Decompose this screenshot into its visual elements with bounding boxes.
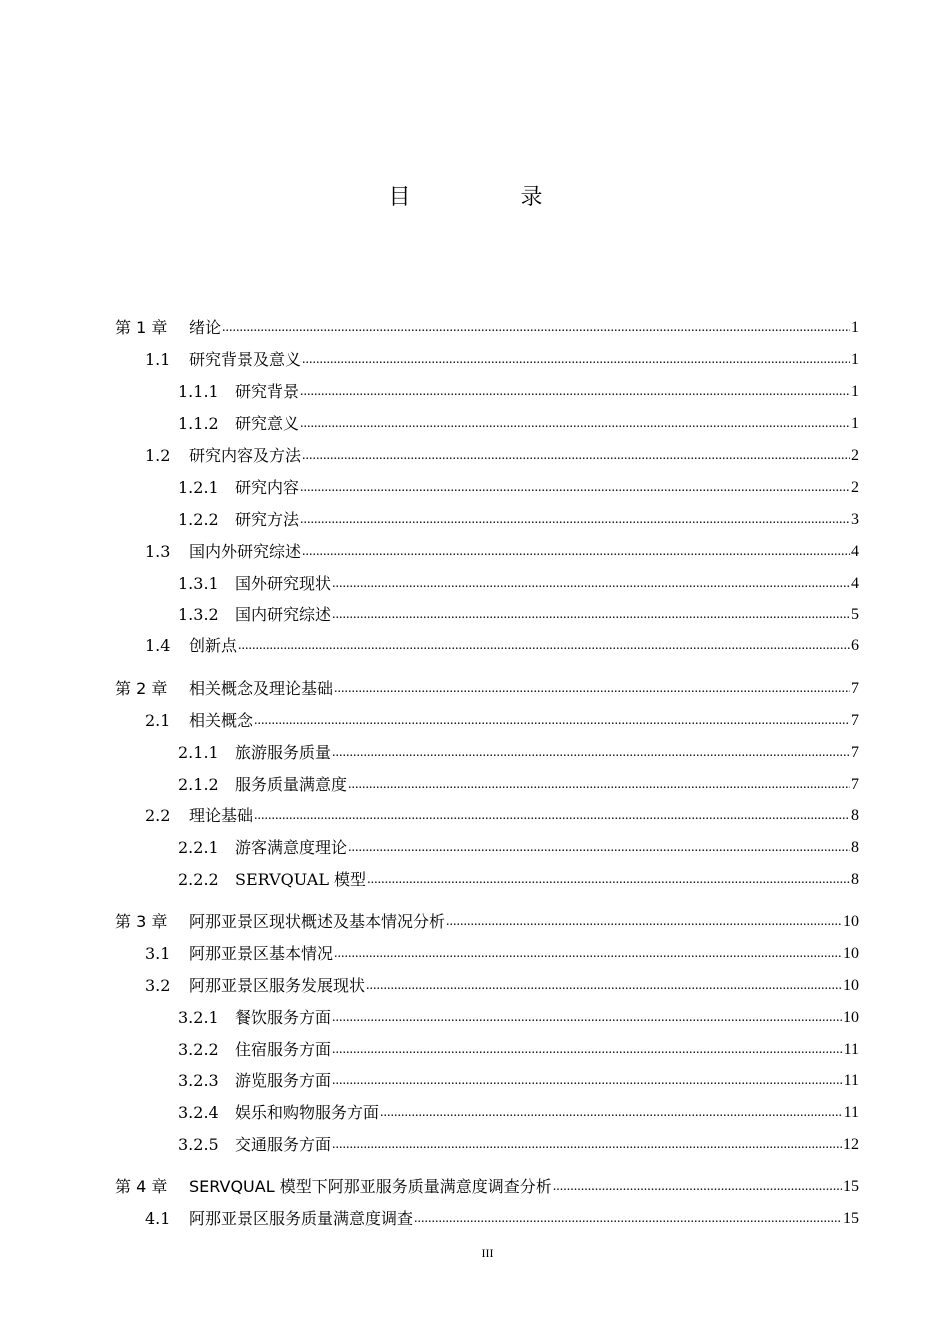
toc-entry-3-2-4[interactable] xyxy=(178,1099,859,1123)
toc-label: 娱乐和购物服务方面 xyxy=(235,1103,380,1122)
toc-label: 交通服务方面 xyxy=(235,1135,332,1154)
toc-entry-2-1[interactable] xyxy=(145,707,859,731)
toc-page: 10 xyxy=(843,977,859,994)
toc-leader xyxy=(332,1071,843,1091)
toc-number: 2.1 xyxy=(145,711,171,730)
toc-entry-3-2-2[interactable] xyxy=(178,1036,859,1060)
toc-leader xyxy=(254,711,850,731)
toc-page: 8 xyxy=(851,871,859,888)
toc-leader xyxy=(300,478,850,498)
toc-entry-ch2[interactable] xyxy=(115,675,859,699)
toc-label: 研究背景 xyxy=(235,382,300,401)
toc-label: 阿那亚景区服务发展现状 xyxy=(189,976,366,995)
toc-entry-1-1[interactable] xyxy=(145,346,859,370)
toc-entry-ch1[interactable] xyxy=(115,314,859,338)
toc-leader xyxy=(367,870,850,890)
toc-entry-ch3[interactable] xyxy=(115,908,859,932)
toc-label: 研究背景及意义 xyxy=(189,350,302,369)
toc-page: 4 xyxy=(851,575,859,592)
toc-entry-1-2-1[interactable] xyxy=(178,474,859,498)
toc-entry-1-3-2[interactable] xyxy=(178,601,859,625)
toc-number: 1.3.1 xyxy=(178,574,219,593)
toc-label: 研究方法 xyxy=(235,510,300,529)
toc-page: 1 xyxy=(851,383,859,400)
toc-number: 1.4 xyxy=(145,636,171,655)
toc-label: 国内研究综述 xyxy=(235,605,332,624)
toc-number: 1.1.1 xyxy=(178,382,219,401)
toc-number: 3.2.5 xyxy=(178,1135,219,1154)
toc-page: 1 xyxy=(851,351,859,368)
toc-label: 住宿服务方面 xyxy=(235,1040,332,1059)
toc-number: 第 1 章 xyxy=(115,318,168,337)
toc-leader xyxy=(238,636,850,656)
toc-entry-1-1-2[interactable] xyxy=(178,410,859,434)
toc-label: 研究内容 xyxy=(235,478,300,497)
toc-label: 理论基础 xyxy=(189,806,254,825)
toc-entry-2-1-2[interactable] xyxy=(178,771,859,795)
toc-number: 第 2 章 xyxy=(115,679,168,698)
toc-label: 国内外研究综述 xyxy=(189,542,302,561)
toc-number: 1.3.2 xyxy=(178,605,219,624)
toc-leader xyxy=(302,350,850,370)
toc-leader xyxy=(300,510,850,530)
toc-entry-1-4[interactable] xyxy=(145,632,859,656)
toc-label: 旅游服务质量 xyxy=(235,743,332,762)
toc-page: 7 xyxy=(851,744,859,761)
toc-leader xyxy=(553,1177,842,1197)
toc-leader xyxy=(334,679,850,699)
toc-number: 3.2.2 xyxy=(178,1040,219,1059)
toc-label: 阿那亚景区现状概述及基本情况分析 xyxy=(189,912,446,931)
toc-number: 3.1 xyxy=(145,944,171,963)
toc-entry-3-1[interactable] xyxy=(145,940,859,964)
toc-number: 3.2.3 xyxy=(178,1071,219,1090)
toc-page: 10 xyxy=(843,945,859,962)
toc-number: 3.2 xyxy=(145,976,171,995)
toc-number: 2.1.1 xyxy=(178,743,219,762)
toc-page: 15 xyxy=(843,1210,859,1227)
toc-number: 1.1 xyxy=(145,350,171,369)
toc-entry-2-1-1[interactable] xyxy=(178,739,859,763)
toc-leader xyxy=(414,1209,842,1229)
toc-leader xyxy=(332,1008,842,1028)
toc-leader xyxy=(332,574,850,594)
toc-leader xyxy=(366,976,842,996)
toc-entry-3-2-5[interactable] xyxy=(178,1131,859,1155)
toc-page: 8 xyxy=(851,807,859,824)
toc-number: 4.1 xyxy=(145,1209,171,1228)
toc-leader xyxy=(332,1040,843,1060)
toc-entry-2-2-2[interactable] xyxy=(178,866,859,890)
toc-page: 10 xyxy=(843,1009,859,1026)
toc-leader xyxy=(254,806,850,826)
toc-entry-3-2[interactable] xyxy=(145,972,859,996)
toc-page: 11 xyxy=(843,1072,859,1089)
toc-page: 2 xyxy=(851,479,859,496)
toc-number: 2.2.1 xyxy=(178,838,219,857)
toc-entry-4-1[interactable] xyxy=(145,1205,859,1229)
toc-leader xyxy=(332,605,850,625)
toc-page: 7 xyxy=(851,776,859,793)
toc-page: 15 xyxy=(843,1178,859,1195)
toc-label: SERVQUAL 模型 xyxy=(235,870,367,889)
toc-number: 2.2.2 xyxy=(178,870,219,889)
toc-entry-3-2-3[interactable] xyxy=(178,1067,859,1091)
toc-entry-1-1-1[interactable] xyxy=(178,378,859,402)
toc-number: 3.2.1 xyxy=(178,1008,219,1027)
page-number-footer: III xyxy=(481,1246,494,1260)
toc-number: 1.2.2 xyxy=(178,510,219,529)
toc-leader xyxy=(222,318,850,338)
toc-label: 绪论 xyxy=(189,318,222,337)
toc-page: 2 xyxy=(851,447,859,464)
toc-entry-1-3-1[interactable] xyxy=(178,570,859,594)
toc-label: 阿那亚景区服务质量满意度调查 xyxy=(189,1209,414,1228)
toc-page: 5 xyxy=(851,606,859,623)
toc-page: 12 xyxy=(843,1136,859,1153)
toc-label: 创新点 xyxy=(189,636,238,655)
toc-leader xyxy=(446,912,842,932)
toc-label: 国外研究现状 xyxy=(235,574,332,593)
toc-number: 1.2 xyxy=(145,446,171,465)
toc-entry-ch4[interactable] xyxy=(115,1173,859,1197)
toc-label: 阿那亚景区基本情况 xyxy=(189,944,334,963)
toc-label: 游客满意度理论 xyxy=(235,838,348,857)
toc-page: 4 xyxy=(851,543,859,560)
toc-page: 1 xyxy=(851,415,859,432)
toc-page: 11 xyxy=(843,1104,859,1121)
toc-label: 研究内容及方法 xyxy=(189,446,302,465)
toc-entry-2-2-1[interactable] xyxy=(178,834,859,858)
toc-leader xyxy=(348,838,850,858)
toc-leader xyxy=(348,775,850,795)
toc-number: 2.2 xyxy=(145,806,171,825)
toc-page: 6 xyxy=(851,637,859,654)
toc-page: 11 xyxy=(843,1041,859,1058)
toc-label: SERVQUAL 模型下阿那亚服务质量满意度调查分析 xyxy=(189,1177,552,1196)
toc-number: 3.2.4 xyxy=(178,1103,219,1122)
toc-label: 游览服务方面 xyxy=(235,1071,332,1090)
toc-label: 服务质量满意度 xyxy=(235,775,348,794)
toc-leader xyxy=(380,1103,843,1123)
toc-leader xyxy=(332,1135,842,1155)
toc-entry-1-2[interactable] xyxy=(145,442,859,466)
toc-page: 1 xyxy=(851,319,859,336)
toc-label: 相关概念 xyxy=(189,711,254,730)
toc-title: 目 录 xyxy=(388,185,587,210)
toc-entry-1-2-2[interactable] xyxy=(178,506,859,530)
toc-number: 1.1.2 xyxy=(178,414,219,433)
toc-leader xyxy=(302,446,850,466)
toc-page: 7 xyxy=(851,680,859,697)
toc-number: 第 4 章 xyxy=(115,1177,168,1196)
toc-page: 7 xyxy=(851,712,859,729)
toc-number: 2.1.2 xyxy=(178,775,219,794)
toc-number: 1.3 xyxy=(145,542,171,561)
toc-leader xyxy=(300,414,850,434)
toc-page: 3 xyxy=(851,511,859,528)
toc-entry-1-3[interactable] xyxy=(145,538,859,562)
toc-label: 研究意义 xyxy=(235,414,300,433)
toc-entry-3-2-1[interactable] xyxy=(178,1004,859,1028)
toc-page: 10 xyxy=(843,913,859,930)
toc-page: 8 xyxy=(851,839,859,856)
toc-number: 1.2.1 xyxy=(178,478,219,497)
toc-number: 第 3 章 xyxy=(115,912,168,931)
toc-leader xyxy=(300,382,850,402)
toc-label: 餐饮服务方面 xyxy=(235,1008,332,1027)
toc-label: 相关概念及理论基础 xyxy=(189,679,334,698)
toc-entry-2-2[interactable] xyxy=(145,802,859,826)
toc-leader xyxy=(302,542,850,562)
toc-leader xyxy=(332,743,850,763)
toc-leader xyxy=(334,944,842,964)
